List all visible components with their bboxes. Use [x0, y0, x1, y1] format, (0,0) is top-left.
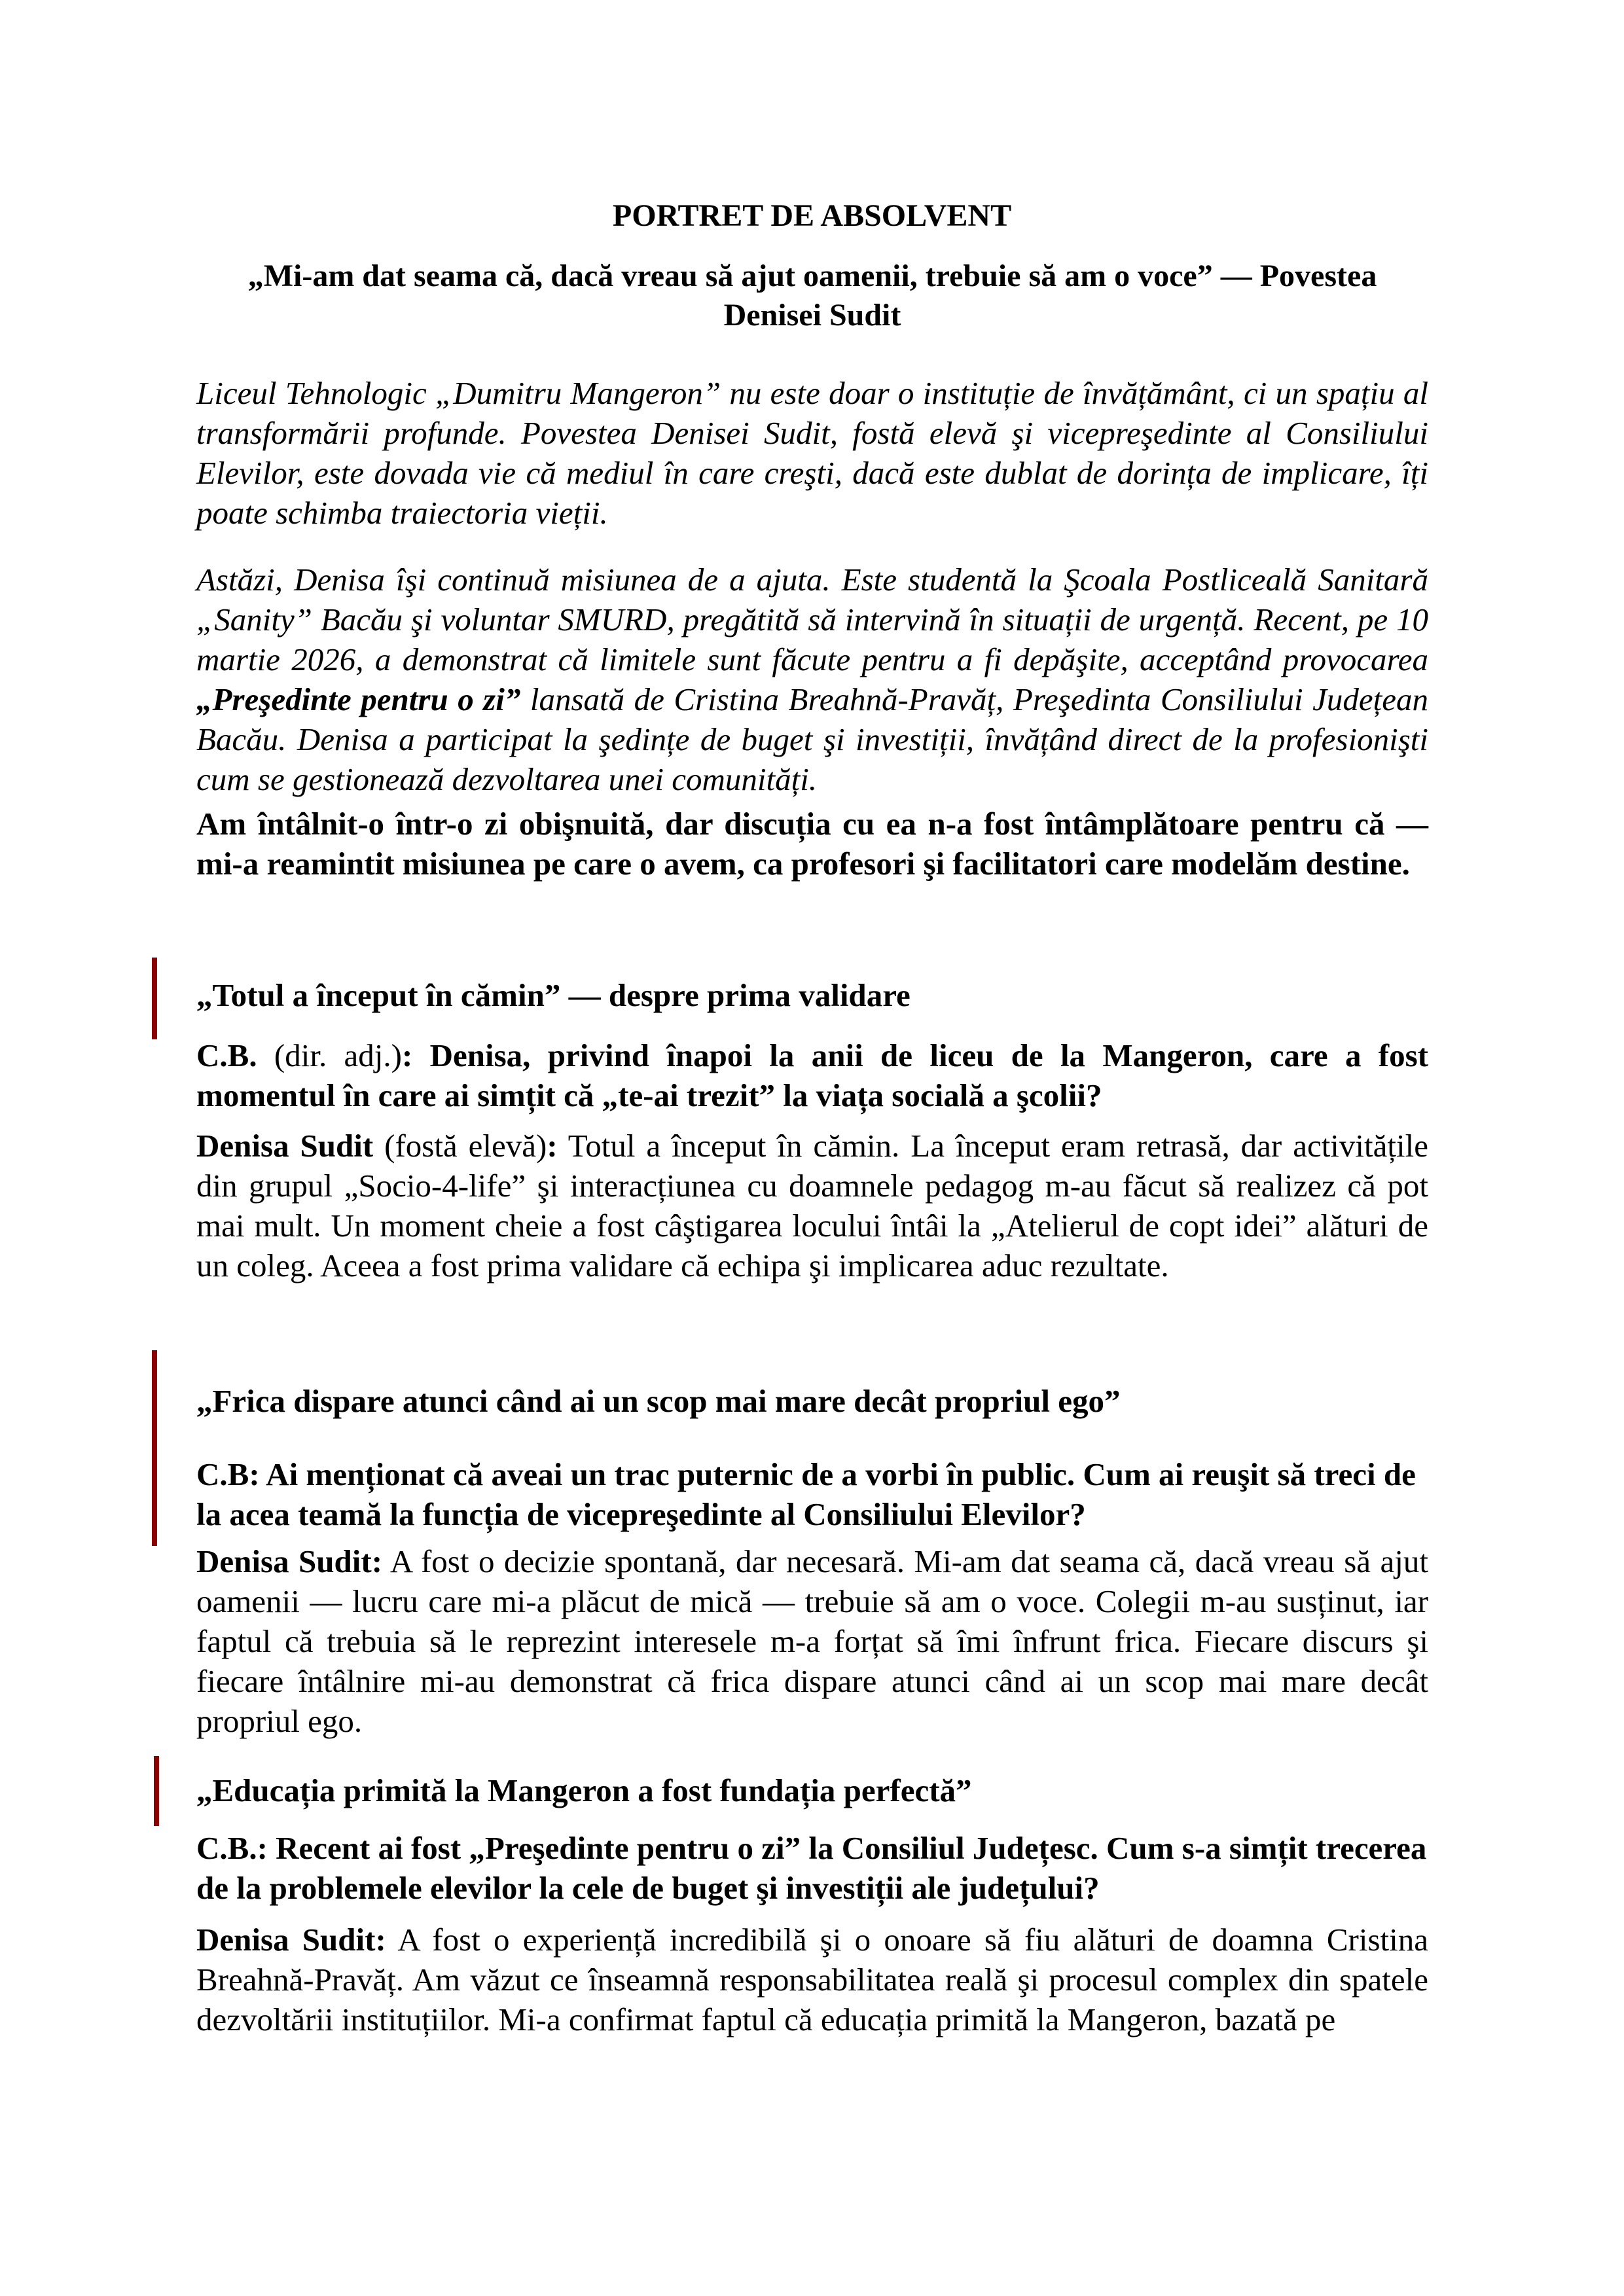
document-subtitle: „Mi-am dat seama că, dacă vreau să ajut oamenii, trebuie să am o voce” — Povestea Denisei Sudit	[247, 259, 1377, 332]
answer-text: A fost o experiență incredibilă şi o onoare să fiu alături de doamna Cristina Breahnă-Pravăț. Am văzut ce înseamnă responsabilitatea reală şi procesul complex din spatele dezvoltării instituțiilor. Mi-a confirmat faptul că educația primită la Mangeron, bazată pe	[196, 1922, 1428, 2037]
intro-text-after: lansată de Cristina Breahnă-Pravăț, Preşedinta Consiliului Județean Bacău. Denisa a participat la şedințe de buget şi investiții, învățând direct de la profesionişti cum se gestionează dezvoltarea unei comunități.	[196, 681, 1428, 797]
answer-text: Totul a început în cămin. La început eram retrasă, dar activitățile din grupul „Socio-4-life” şi interacțiunea cu doamnele pedagog m-au făcut să realizez că pot mai mult. Un moment cheie a fost câştigarea locului întâi la „Atelierul de copt idei” alături de un coleg. Aceea a fost prima validare că echipa şi implicarea aduc rezultate.	[196, 1128, 1428, 1283]
intro-paragraph-2-block	[196, 560, 1428, 799]
section-3-question	[196, 1828, 1428, 1908]
answer-speaker: Denisa Sudit:	[196, 1922, 386, 1958]
answer-separator: :	[547, 1128, 558, 1164]
president-for-a-day-emphasis: „Preşedinte pentru o zi”	[196, 681, 521, 717]
section-2-accent-bar	[152, 1350, 157, 1546]
section-1-question-block	[196, 1035, 1428, 1115]
question-speaker: C.B:	[196, 1456, 260, 1492]
question-role: (dir. adj.)	[257, 1037, 402, 1073]
section-2-answer	[196, 1541, 1428, 1741]
intro-text-before: Astăzi, Denisa îşi continuă misiunea de a ajuta. Este studentă la Şcoala Postliceală Sanitară „Sanity” Bacău şi voluntar SMURD, pregătită să intervină în situații de urgență. Recent, pe 10 martie 2026, a demonstrat că limitele sunt făcute pentru a fi depăşite, acceptând provocarea	[196, 562, 1428, 677]
intro-paragraph-2	[196, 560, 1428, 799]
section-1-accent-bar	[152, 958, 157, 1039]
section-2-question	[196, 1454, 1428, 1534]
question-text: Denisa, privind înapoi la anii de liceu de la Mangeron, care a fost momentul în care ai simțit că „te-ai trezit” la viața socială a şcolii?	[196, 1037, 1428, 1113]
answer-text: A fost o decizie spontană, dar necesară. Mi-am dat seama că, dacă vreau să ajut oamenii — lucru care mi-a plăcut de mică — trebuie să am o voce. Colegii m-au susținut, iar faptul că trebuia să le reprezint interesele m-a forțat să îmi înfrunt frica. Fiecare discurs şi fiecare întâlnire mi-au demonstrat că frica dispare atunci când ai un scop mai mare decât propriul ego.	[196, 1543, 1428, 1739]
lead-paragraph: Am întâlnit-o într-o zi obişnuită, dar discuția cu ea n-a fost întâmplătoare pentru că — mi-a reamintit misiunea pe care o avem, ca profesori şi facilitatori care modelăm destine.	[196, 806, 1428, 882]
section-1-heading: „Totul a început în cămin” — despre prima validare	[196, 977, 911, 1013]
document-title: PORTRET DE ABSOLVENT	[612, 198, 1012, 233]
section-1-answer-block	[196, 1126, 1428, 1285]
section-3-accent-bar	[154, 1756, 159, 1826]
section-2-question-block	[196, 1454, 1428, 1534]
lead-paragraph-block	[196, 804, 1428, 884]
question-speaker: C.B.	[196, 1037, 257, 1073]
section-2-heading: „Frica dispare atunci când ai un scop mai mare decât propriul ego”	[196, 1383, 1121, 1419]
question-text: Ai menționat că aveai un trac puternic de a vorbi în public. Cum ai reuşit să treci de la acea teamă la funcția de vicepreşedinte al Consiliului Elevilor?	[196, 1456, 1416, 1532]
section-3-answer	[196, 1920, 1428, 2039]
section-2-answer-block	[196, 1541, 1428, 1741]
question-separator: :	[401, 1037, 413, 1073]
intro-paragraph-1-block	[196, 373, 1428, 533]
question-speaker: C.B.:	[196, 1830, 268, 1866]
section-3-question-block	[196, 1828, 1428, 1908]
answer-speaker: Denisa Sudit	[196, 1128, 374, 1164]
section-3-heading: „Educația primită la Mangeron a fost fundația perfectă”	[196, 1772, 972, 1808]
answer-speaker: Denisa Sudit:	[196, 1543, 383, 1579]
intro-paragraph-1: Liceul Tehnologic „Dumitru Mangeron” nu este doar o instituție de învățământ, ci un spațiu al transformării profunde. Povestea Denisei Sudit, fostă elevă şi vicepreşedinte al Consiliului Elevilor, este dovada vie că mediul în care creşti, dacă este dublat de dorința de implicare, îți poate schimba traiectoria vieții.	[196, 375, 1428, 531]
section-1-question	[196, 1035, 1428, 1115]
question-text: Recent ai fost „Preşedinte pentru o zi” la Consiliul Județesc. Cum s-a simțit trecerea de la problemele elevilor la cele de buget şi investiții ale județului?	[196, 1830, 1427, 1906]
section-1-answer	[196, 1126, 1428, 1285]
answer-role: (fostă elevă)	[373, 1128, 547, 1164]
section-3-answer-block	[196, 1920, 1428, 2039]
